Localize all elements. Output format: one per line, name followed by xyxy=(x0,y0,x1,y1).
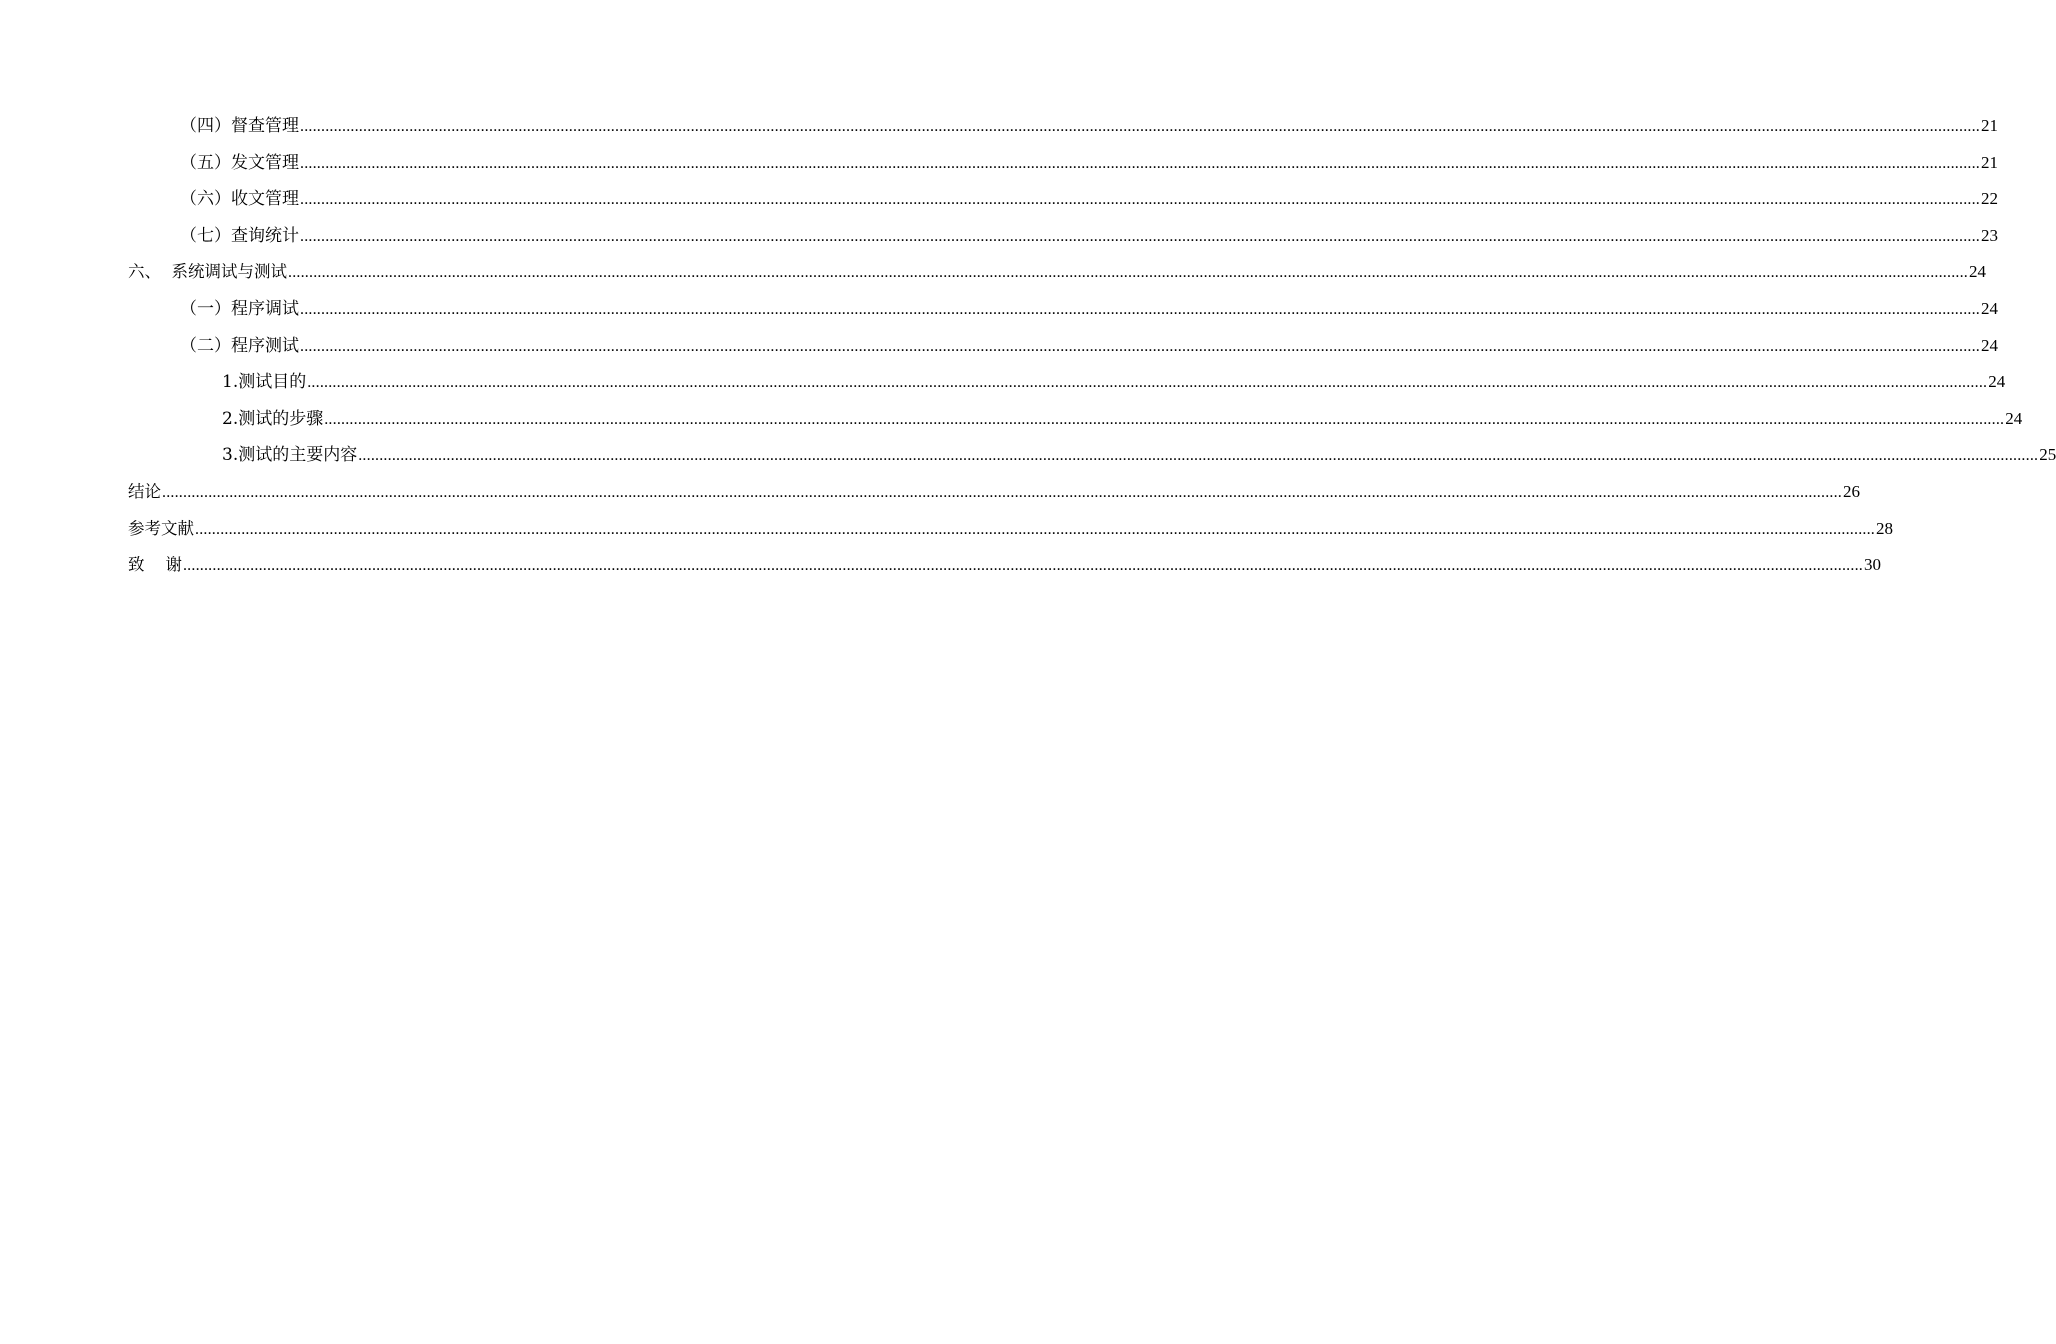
toc-page-number: 21 xyxy=(1981,152,1998,172)
toc-page-number: 30 xyxy=(1863,555,1881,575)
toc-page-number: 24 xyxy=(2005,408,2023,428)
toc-entry-title: 致 谢 xyxy=(128,555,182,575)
toc-entry-title: （五）发文管理 xyxy=(180,152,299,173)
toc-entry-supervision-management[interactable] xyxy=(128,112,1998,149)
toc-entry-test-main-content[interactable] xyxy=(128,441,2056,478)
toc-entry-conclusion[interactable] xyxy=(128,478,1860,515)
toc-entry-title: 3.测试的主要内容 xyxy=(222,445,358,466)
toc-dot-leader: ................................................................................................................................................................................................................................................................................................................................................................................................................ xyxy=(307,374,1988,392)
toc-dot-leader: ................................................................................................................................................................................................................................................................................................................................................................................................................ xyxy=(288,264,1968,282)
toc-entry-test-purpose[interactable] xyxy=(128,368,2006,405)
toc-page-number: 24 xyxy=(1981,335,1998,355)
toc-entry-title: 1.测试目的 xyxy=(222,372,307,393)
toc-entry-title: 参考文献 xyxy=(128,518,194,538)
toc-dot-leader: ................................................................................................................................................................................................................................................................................................................................................................................................................ xyxy=(300,191,1980,209)
toc-entry-title: （二）程序测试 xyxy=(180,335,299,356)
toc-dot-leader: ................................................................................................................................................................................................................................................................................................................................................................................................................ xyxy=(358,447,2039,465)
toc-entry-title: 结论 xyxy=(128,481,161,501)
toc-dot-leader: ................................................................................................................................................................................................................................................................................................................................................................................................................ xyxy=(324,410,2005,428)
toc-page-number: 26 xyxy=(1843,481,1860,501)
toc-entry-title: （七）查询统计 xyxy=(180,225,299,246)
toc-entry-acknowledgements[interactable] xyxy=(128,551,1881,588)
toc-dot-leader: ................................................................................................................................................................................................................................................................................................................................................................................................................ xyxy=(300,154,1980,172)
toc-dot-leader: ................................................................................................................................................................................................................................................................................................................................................................................................................ xyxy=(300,118,1980,135)
toc-dot-leader: ................................................................................................................................................................................................................................................................................................................................................................................................................ xyxy=(300,337,1980,355)
toc-dot-leader: ................................................................................................................................................................................................................................................................................................................................................................................................................ xyxy=(182,557,1863,575)
toc-entry-test-steps[interactable] xyxy=(128,405,2023,442)
toc-entry-title: 六、 系统调试与测试 xyxy=(128,262,287,282)
toc-entry-references[interactable] xyxy=(128,515,1893,552)
toc-page-number: 24 xyxy=(1981,298,1998,318)
toc-page-number: 28 xyxy=(1876,518,1893,538)
toc-page-number: 24 xyxy=(1969,262,1986,282)
toc-page-number: 25 xyxy=(2039,445,2056,465)
toc-entry-system-debugging-testing[interactable] xyxy=(128,258,1986,295)
toc-entry-program-debugging[interactable] xyxy=(128,295,1998,332)
toc-entry-title: （四）督查管理 xyxy=(180,116,299,136)
toc-entry-program-testing[interactable] xyxy=(128,332,1998,369)
toc-entry-incoming-document-management[interactable] xyxy=(128,185,1998,222)
toc-page-number: 21 xyxy=(1981,116,1998,135)
toc-dot-leader: ................................................................................................................................................................................................................................................................................................................................................................................................................ xyxy=(300,300,1980,318)
toc-entry-title: （一）程序调试 xyxy=(180,298,299,319)
toc-page-number: 24 xyxy=(1988,372,2006,392)
toc-entry-outgoing-document-management[interactable] xyxy=(128,149,1998,186)
toc-page-number: 22 xyxy=(1981,189,1998,209)
toc-dot-leader: ................................................................................................................................................................................................................................................................................................................................................................................................................ xyxy=(300,227,1980,245)
table-of-contents xyxy=(128,112,2056,588)
toc-dot-leader: ................................................................................................................................................................................................................................................................................................................................................................................................................ xyxy=(162,483,1842,501)
toc-page-number: 23 xyxy=(1981,225,1998,245)
toc-entry-title: 2.测试的步骤 xyxy=(222,408,324,429)
toc-entry-title: （六）收文管理 xyxy=(180,189,299,210)
toc-dot-leader: ................................................................................................................................................................................................................................................................................................................................................................................................................ xyxy=(195,520,1875,538)
toc-entry-query-statistics[interactable] xyxy=(128,222,1998,259)
